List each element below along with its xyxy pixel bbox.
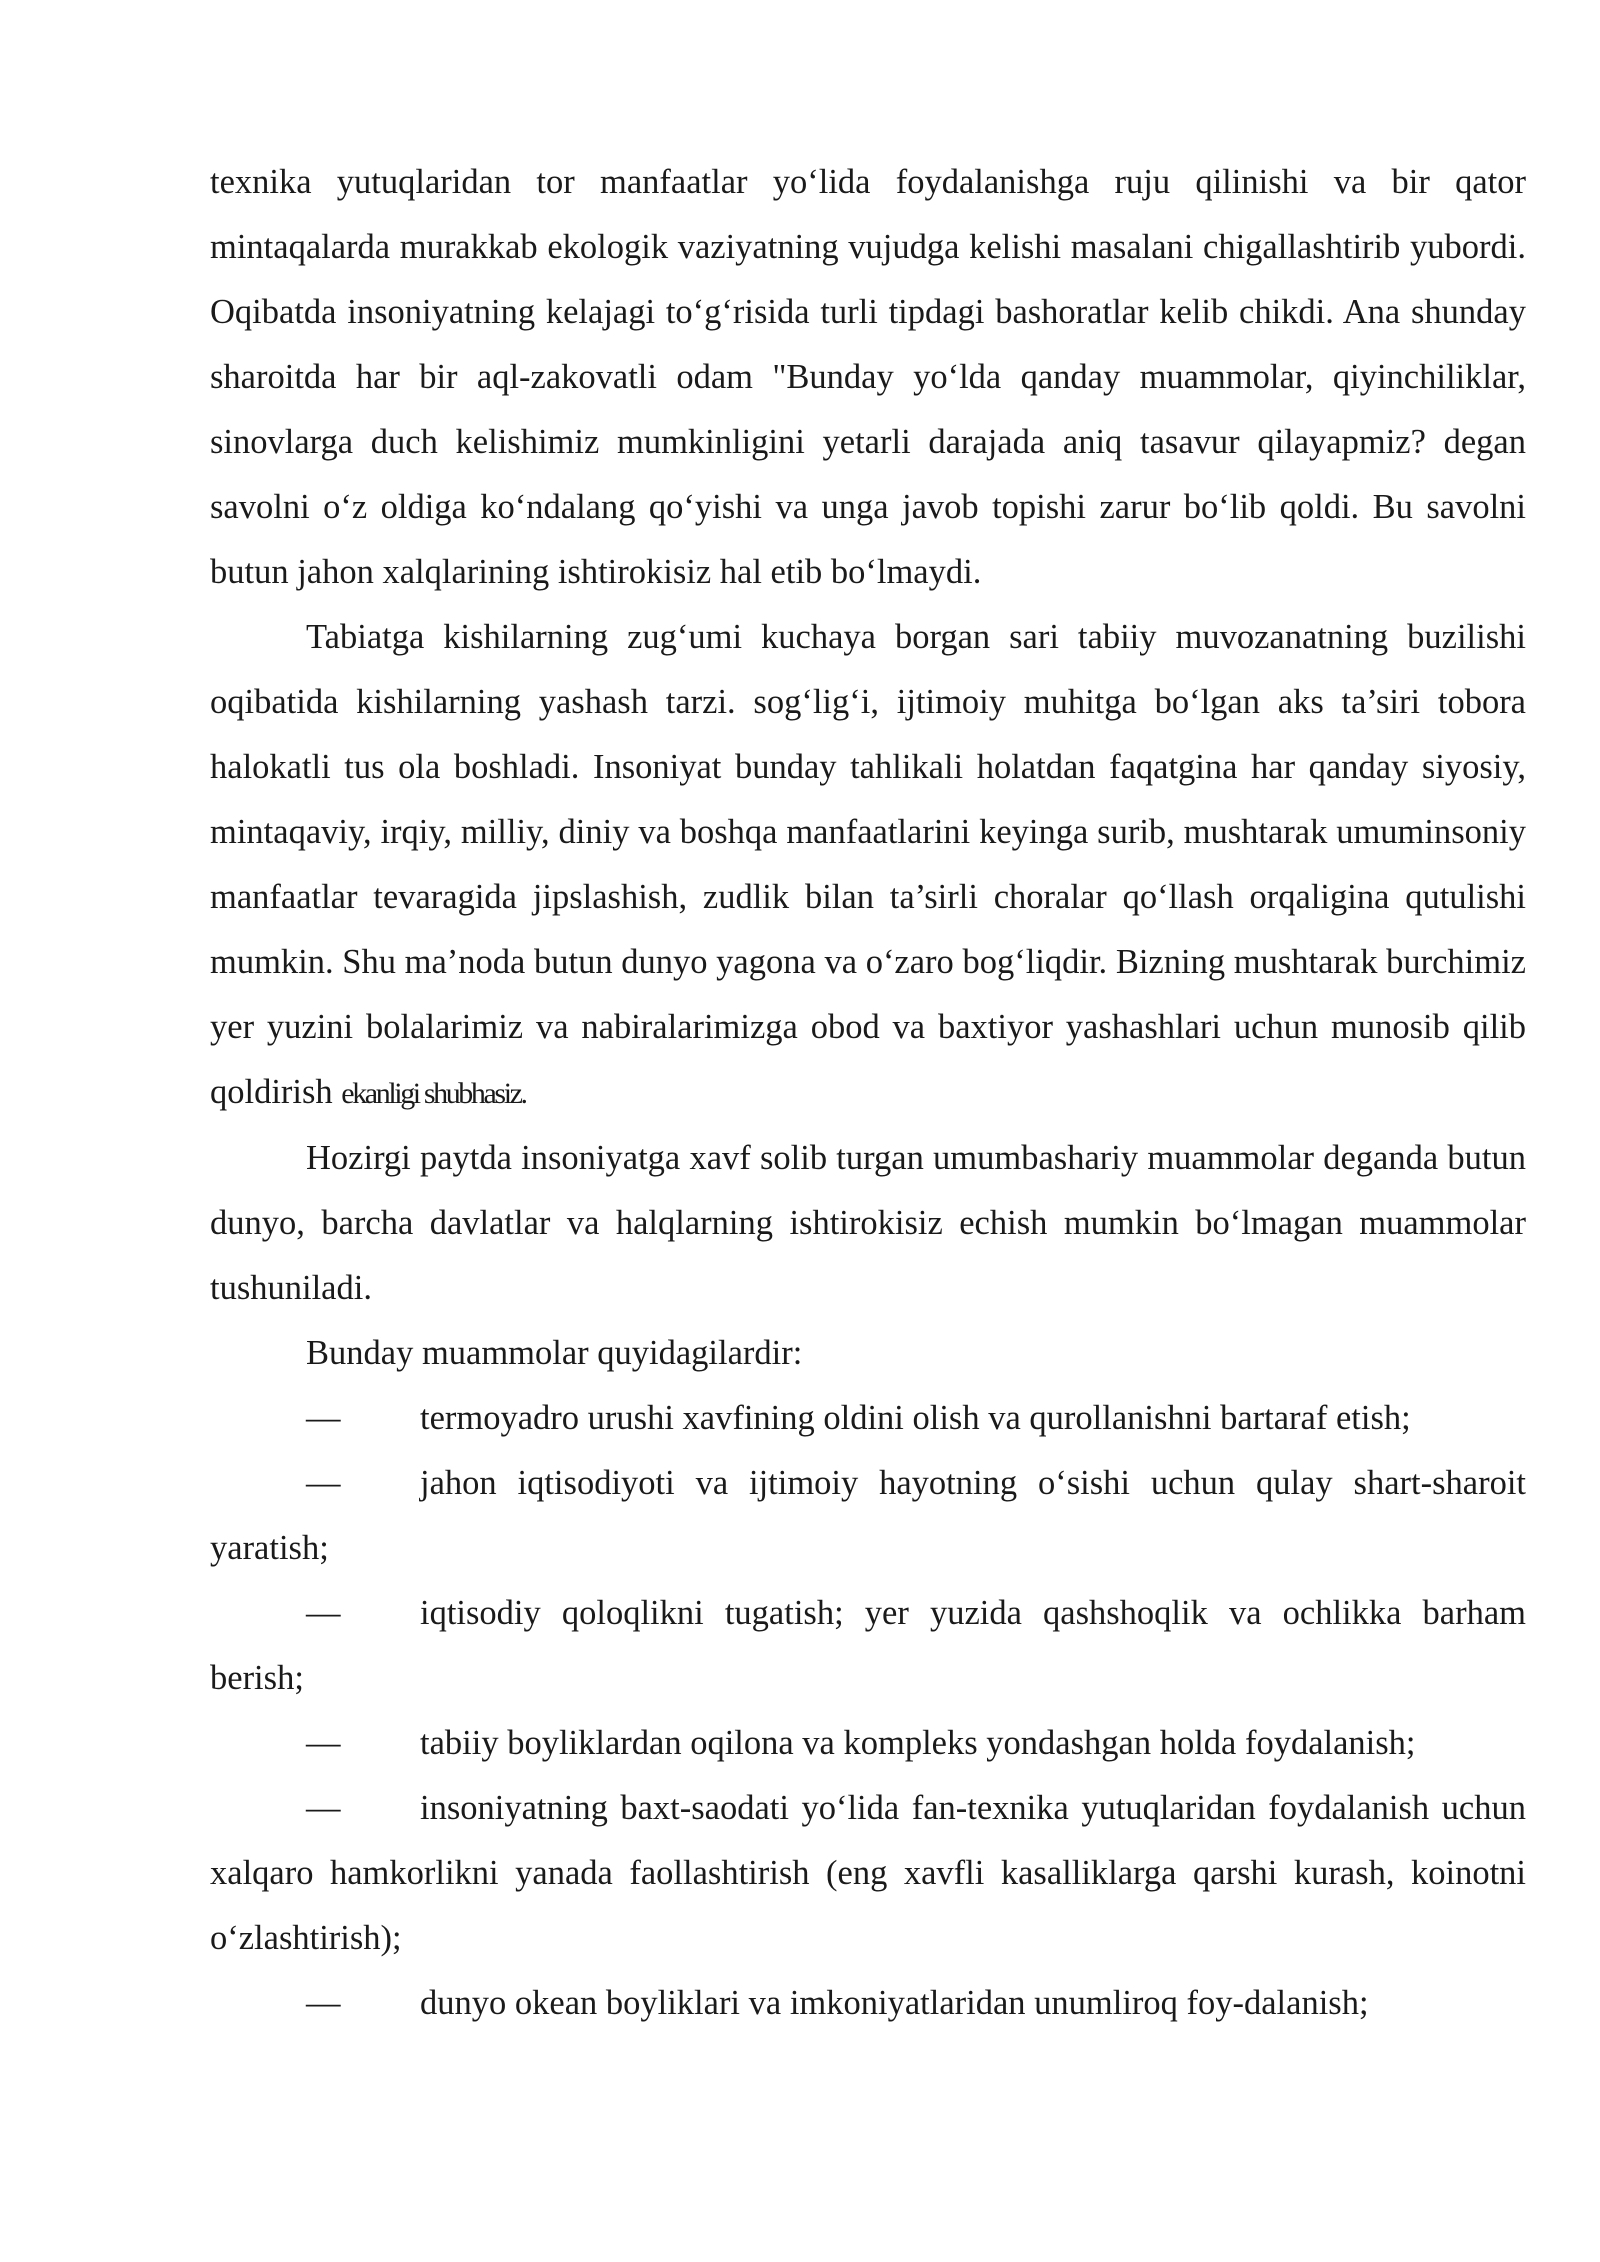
- list-item-text: insoniyatning baxt-saodati yo‘lida fan-texnika yutuqlaridan foydalanish uchun xalqaro hamkorlikni yanada faollashtirish (eng xavfli kasalliklarga qarshi kurash, koinotni o‘zlashtirish);: [210, 1789, 1526, 1957]
- list-item: [210, 1581, 1526, 1711]
- list-item-text: tabiiy boyliklardan oqilona va kompleks yondashgan holda foydalanish;: [420, 1724, 1416, 1762]
- list-dash: —: [306, 1984, 341, 2022]
- list-dash: —: [306, 1724, 341, 1762]
- list-dash: —: [306, 1464, 341, 1502]
- list-dash: —: [306, 1399, 341, 1437]
- list-item-text: iqtisodiy qoloqlikni tugatish; yer yuzida qashshoqlik va ochlikka barham berish;: [210, 1594, 1526, 1697]
- list-item: [210, 1776, 1526, 1971]
- list-item-text: termoyadro urushi xavfining oldini olish va qurollanishni bartaraf etish;: [420, 1399, 1411, 1437]
- document-page: [210, 150, 1526, 2036]
- paragraph-nature-text: Tabiatga kishilarning zug‘umi kuchaya borgan sari tabiiy muvozanatning buzilishi oqibatida kishilarning yashash tarzi. sog‘lig‘i, ijtimoiy muhitga bo‘lgan aks ta’siri tobora halokatli tus ola boshladi. Insoniyat bunday tahlikali holatdan faqatgina har qanday siyosiy, mintaqaviy, irqiy, milliy, diniy va boshqa manfaatlarini keyinga surib, mushtarak umuminsoniy manfaatlar tevaragida jipslashish, zudlik bilan ta’sirli choralar qo‘llash orqaligina qutulishi mumkin. Shu ma’noda butun dunyo yagona va o‘zaro bog‘liqdir. Bizning mushtarak burchimiz yer yuzini bolalarimiz va nabiralarimizga obod va baxtiyor yashashlari uchun munosib qilib qoldirish: [210, 618, 1526, 1111]
- paragraph-list-intro: Bunday muammolar quyidagilardir:: [306, 1334, 803, 1372]
- list-item: [210, 1451, 1526, 1581]
- list-item-text: dunyo okean boyliklari va imkoniyatlaridan unumliroq foy-dalanish;: [420, 1984, 1369, 2022]
- list-item: [210, 1711, 1526, 1776]
- paragraph-nature: [210, 605, 1526, 1126]
- list-dash: —: [306, 1789, 341, 1827]
- paragraph-nature-tail: ekanligi shubhasiz.: [341, 1077, 526, 1110]
- paragraph-global-problems: Hozirgi paytda insoniyatga xavf solib turgan umumbashariy muammolar deganda butun dunyo, barcha davlatlar va halqlarning ishtirokisiz echish mumkin bo‘lmagan muammolar tushuniladi.: [210, 1139, 1526, 1307]
- list-item-text: jahon iqtisodiyoti va ijtimoiy hayotning o‘sishi uchun qulay shart-sharoit yaratish;: [210, 1464, 1526, 1567]
- list-item: [210, 1386, 1526, 1451]
- list-dash: —: [306, 1594, 341, 1632]
- paragraph-intro: texnika yutuqlaridan tor manfaatlar yo‘lida foydalanishga ruju qilinishi va bir qator mintaqalarda murakkab ekologik vaziyatning vujudga kelishi masalani chigallashtirib yubordi. Oqibatda insoniyatning kelajagi to‘g‘risida turli tipdagi bashoratlar kelib chikdi. Ana shunday sharoitda har bir aql-zakovatli odam "Bunday yo‘lda qanday muammolar, qiyinchiliklar, sinovlarga duch kelishimiz mumkinligini yetarli darajada aniq tasavur qilayapmiz? degan savolni o‘z oldiga ko‘ndalang qo‘yishi va unga javob topishi zarur bo‘lib qoldi. Bu savolni butun jahon xalqlarining ishtirokisiz hal etib bo‘lmaydi.: [210, 163, 1526, 591]
- list-item: [210, 1971, 1526, 2036]
